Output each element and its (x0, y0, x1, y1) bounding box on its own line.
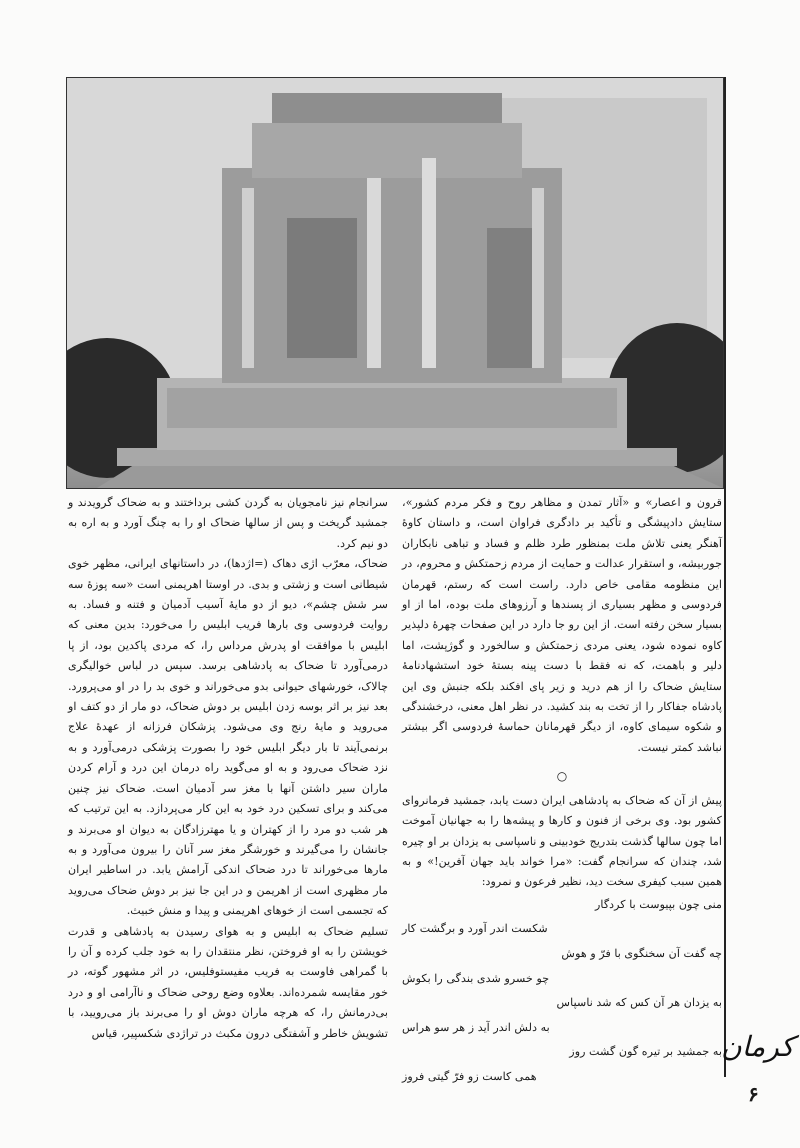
paragraph: ضحاک، معرّب اژی دهاک (=اژدها)، در داستانهای ایرانی، مظهر خوی شیطانی است و زشتی و بدی. در اوستا اهریمنی است «سه پوزهٔ سه سر شش چشم»، دیو از دو مایهٔ آسیب آدمیان و فتنه و فساد. به روایت فردوسی وی بارها فریب ابلیس را می‌خورد: بدین معنی که ابلیس با موافقت او پدرش مرداس را، که مردی پاکدین بود، از پا درمی‌آورد تا ضحاک به پادشاهی برسد. سپس در لباس خوالیگری چالاک، خورشهای حیوانی بدو می‌خوراند و خوی بد را در او می‌پرورد. بعد نیز بر اثر بوسه زدن ابلیس بر دوش ضحاک، دو مار از دو کتف او می‌روید و مایهٔ رنج وی می‌شود. پزشکان فرزانه از عهدهٔ علاج برنمی‌آیند تا بار دیگر ابلیس خود را بصورت پزشکی درمی‌آورد و به نزد ضحاک می‌رود و به او می‌گوید راه درمان این درد و آرام کردن ماران سیر داشتن آنها با مغز سر آدمیان است. ضحاک نیز چنین می‌کند و برای تسکین درد خود به این کار می‌پردازد. به این ترتیب که هر شب دو مرد را از کهتران و یا مهترزادگان به دیوان او می‌برند و جانشان را می‌گیرند و خورشگر مغز سر آنان را بیرون می‌آورد و به مارها می‌خوراند تا درد ضحاک اندکی آرامش یابد. در اساطیر ایران مار مظهری است از اهریمن و در این جا نیز بر دوش ضحاک می‌روید که تجسمی است از خوهای اهریمنی و پیدا و منش خبیث. (68, 557, 388, 918)
verse-line: شکست اندر آورد و برگشت کار (402, 922, 548, 936)
magazine-logo: کرمان (721, 1030, 794, 1063)
verse-line: به یزدان هر آن کس که شد ناسپاس (556, 996, 722, 1010)
verse-line: چو خسرو شدی بندگی را بکوش (402, 971, 550, 985)
verse-line: به دلش اندر آید ز هر سو هراس (402, 1020, 550, 1034)
section-separator: ○ (556, 769, 568, 784)
verse-line: چه گفت آن سخنگوی با فرّ و هوش (561, 946, 722, 960)
page-number: ۶ (748, 1082, 759, 1106)
tomb-illustration (67, 78, 723, 488)
column-rule (724, 77, 726, 1077)
paragraph: تسلیم ضحاک به ابلیس و به هوای رسیدن به پادشاهی و قدرت خویشتن را به او فروختن، نظر منتقدان را به خود جلب کرده و آن را با گمراهی فاوست به فریب مفیستوفلیس، در اثر مشهور گوته، در خور مقایسه شمرده‌اند. بعلاوه وضع روحی ضحاک و ناآرامی او و درد بی‌درمانش را، که هرچه ماران دوش او را می‌برند باز می‌رویید، با تشویش خاطر و آشفتگی درون مکبث در تراژدی شکسپیر، قیاس (68, 924, 388, 1040)
right-column (402, 493, 722, 1089)
verse-block (402, 893, 722, 1090)
left-column (68, 493, 388, 1044)
paragraph: پیش از آن که ضحاک به پادشاهی ایران دست یابد، جمشید فرمانروای کشور بود. وی برخی از فنون و کارها و پیشه‌ها را به جهانیان آموخت اما چون سالها گذشت بتدریج خودبینی و ناسپاسی به یزدان بر او چیره شد، چندان که سرانجام گفت: «مرا خواند باید جهان آفرین!» و به همین سبب کیفری سخت دید، نظیر فرعون و نمرود: (402, 793, 722, 889)
verse-line: به جمشید بر تیره گون گشت روز (569, 1045, 722, 1059)
tomb-photograph (66, 77, 724, 489)
paragraph: قرون و اعصار» و «آثار تمدن و مظاهر روح و فکر مردم کشور»، ستایش دادپیشگی و تأکید بر دادگری فراوان است، و داستان کاوهٔ آهنگر یعنی تلاش ملت بمنظور طرد ظلم و فساد و تباهی نابکاران جوربیشه، و استقرار عدالت و حمایت از مردم زحمتکش و محروم، در این منظومه مقامی خاص دارد. راست است که رستم، قهرمان فردوسی و مظهر بسیاری از پسندها و آرزوهای ملت بوده، اما از او بسیار سخن رفته است. از این رو جا دارد در این صفحات چهرهٔ دلپذیر کاوه نموده شود، یعنی مردی زحمتکش و سالخورد و گوژپشت، اما دلیر و باهمت، که نه فقط با دست پینه بستهٔ خود استشهادنامهٔ ستایش ضحاک را از هم درید و زیر پای افکند بلکه جنبش وی این پادشاه جفاکار را از تخت به بند کشید. در نظر اهل معنی، درخشندگی و شکوه سیمای کاوه، از دیگر قهرمانان حماسهٔ فردوسی اگر بیشتر نباشد کمتر نیست. (402, 496, 722, 754)
verse-line: منی چون بپیوست با کردگار (595, 897, 722, 911)
verse-line: همی کاست زو فرّ گیتی فروز (402, 1069, 537, 1083)
paragraph: سرانجام نیز نامجویان به گردن کشی برداختند و به ضحاک گرویدند و جمشید گریخت و پس از سالها ضحاک او را به چنگ آورد و به اره به دو نیم کرد. (68, 496, 388, 550)
